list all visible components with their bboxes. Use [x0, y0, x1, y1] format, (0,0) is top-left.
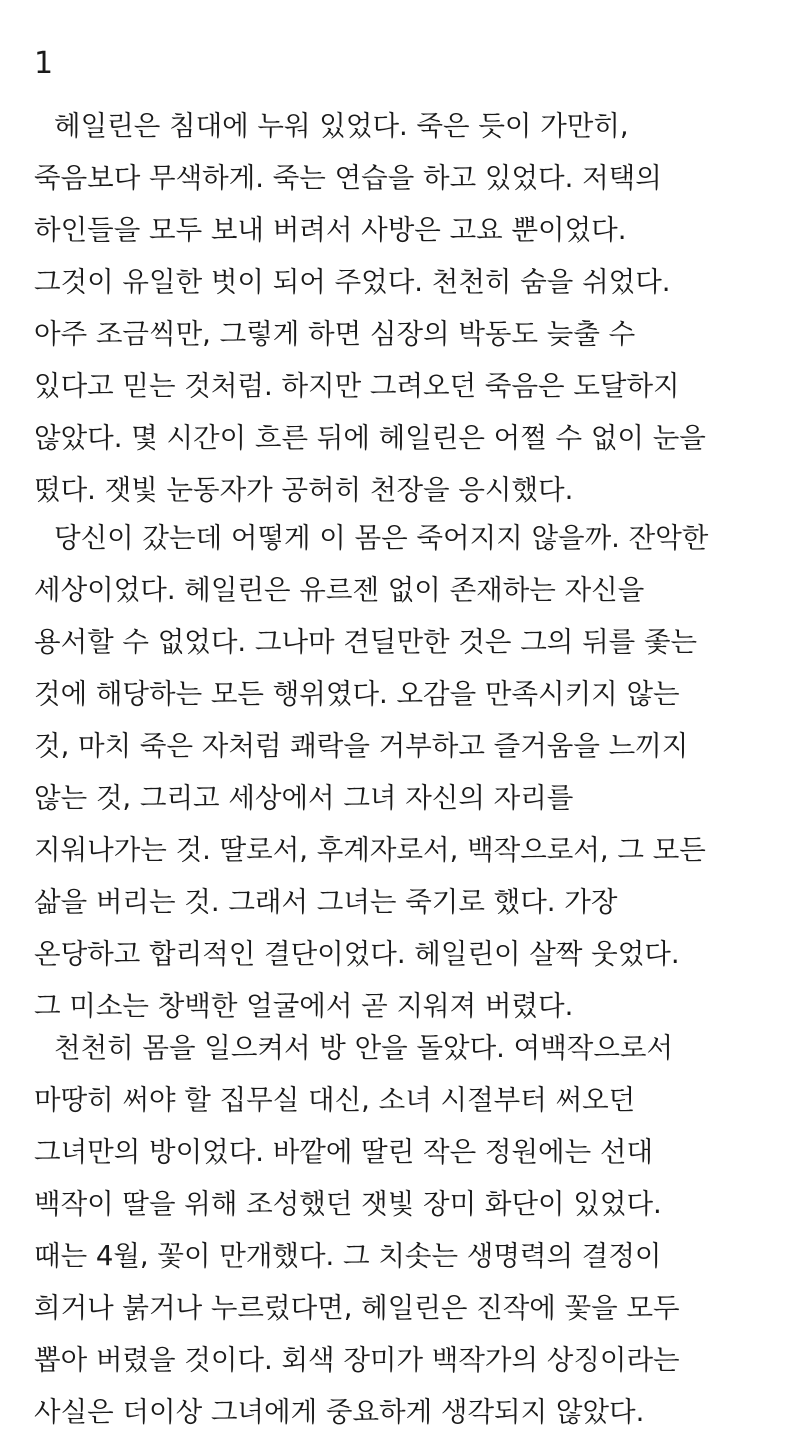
text-line: 뽑아 버렸을 것이다. 회색 장미가 백작가의 상징이라는 [34, 1344, 680, 1376]
text-line: 않았다. 몇 시간이 흐른 뒤에 헤일린은 어쩔 수 없이 눈을 [34, 422, 706, 454]
paragraph-2 [34, 512, 774, 1032]
text-line: 떴다. 잿빛 눈동자가 공허히 천장을 응시했다. [34, 474, 574, 506]
text-line: 것, 마치 죽은 자처럼 쾌락을 거부하고 즐거움을 느끼지 [34, 730, 689, 762]
paragraph-1 [34, 100, 774, 516]
text-line: 마땅히 써야 할 집무실 대신, 소녀 시절부터 써오던 [34, 1084, 636, 1116]
text-line: 않는 것, 그리고 세상에서 그녀 자신의 자리를 [34, 782, 574, 814]
text-line: 용서할 수 없었다. 그나마 견딜만한 것은 그의 뒤를 좇는 [34, 626, 698, 658]
text-line: 지워나가는 것. 딸로서, 후계자로서, 백작으로서, 그 모든 [34, 834, 706, 866]
text-line: 헤일린은 침대에 누워 있었다. 죽은 듯이 가만히, [54, 110, 629, 142]
text-line: 그녀만의 방이었다. 바깥에 딸린 작은 정원에는 선대 [34, 1136, 654, 1168]
text-line: 삶을 버리는 것. 그래서 그녀는 죽기로 했다. 가장 [34, 886, 618, 918]
paragraph-3 [34, 1022, 774, 1438]
text-line: 아주 조금씩만, 그렇게 하면 심장의 박동도 늦출 수 [34, 318, 636, 350]
text-line: 희거나 붉거나 누르렀다면, 헤일린은 진작에 꽃을 모두 [34, 1292, 680, 1324]
text-line: 백작이 딸을 위해 조성했던 잿빛 장미 화단이 있었다. [34, 1188, 662, 1220]
text-line: 세상이었다. 헤일린은 유르젠 없이 존재하는 자신을 [34, 574, 645, 606]
text-line: 하인들을 모두 보내 버려서 사방은 고요 뿐이었다. [34, 214, 627, 246]
text-line: 그 미소는 창백한 얼굴에서 곧 지워져 버렸다. [34, 990, 574, 1022]
text-line: 사실은 더이상 그녀에게 중요하게 생각되지 않았다. [34, 1396, 645, 1428]
text-line: 있다고 믿는 것처럼. 하지만 그려오던 죽음은 도달하지 [34, 370, 680, 402]
text-line: 당신이 갔는데 어떻게 이 몸은 죽어지지 않을까. 잔악한 [54, 522, 709, 554]
chapter-number: 1 [34, 46, 54, 81]
text-line: 천천히 몸을 일으켜서 방 안을 돌았다. 여백작으로서 [54, 1032, 674, 1064]
text-line: 때는 4월, 꽃이 만개했다. 그 치솟는 생명력의 결정이 [34, 1240, 662, 1272]
text-line: 온당하고 합리적인 결단이었다. 헤일린이 살짝 웃었다. [34, 938, 680, 970]
text-line: 것에 해당하는 모든 행위였다. 오감을 만족시키지 않는 [34, 678, 680, 710]
text-line: 그것이 유일한 벗이 되어 주었다. 천천히 숨을 쉬었다. [34, 266, 671, 298]
text-line: 죽음보다 무색하게. 죽는 연습을 하고 있었다. 저택의 [34, 162, 662, 194]
